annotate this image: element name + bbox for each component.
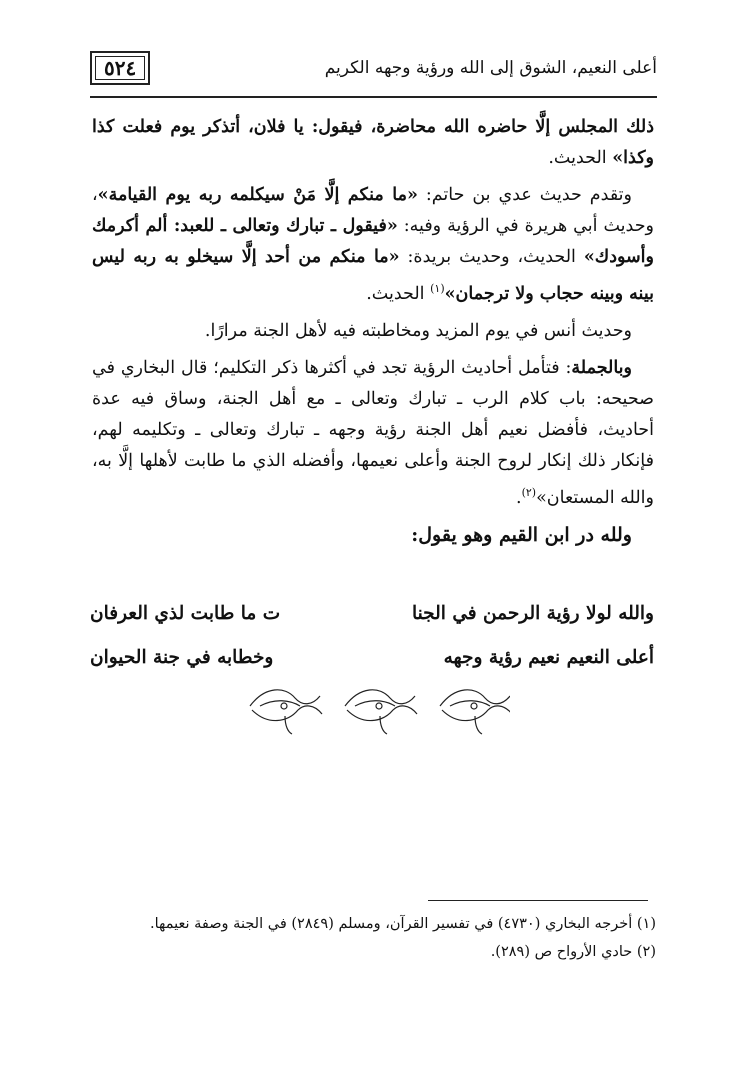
poem bbox=[90, 592, 654, 680]
footnote-2: (٢) حادي الأرواح ص (٢٨٩). bbox=[490, 944, 656, 960]
page-number: ٥٢٤ bbox=[90, 51, 150, 85]
text-run: . bbox=[515, 487, 522, 508]
hadith-quote: «ما منكم من أحد إلَّا سيخلو به ربه ليس بينه وبينه حجاب ولا ترجمان» bbox=[92, 247, 654, 304]
hemistich-right: والله لولا رؤية الرحمن في الجنا bbox=[411, 603, 654, 624]
text-run: وتقدم حديث عدي بن حاتم: bbox=[417, 185, 632, 205]
poem-line-2 bbox=[90, 636, 654, 680]
hadith-quote: «ما منكم إلَّا مَنْ سيكلمه ربه يوم القيامة» bbox=[97, 185, 418, 205]
text-run: الحديث. bbox=[366, 283, 431, 304]
hemistich-left: وخطابه في جنة الحيوان bbox=[90, 647, 274, 668]
paragraph-4 bbox=[92, 353, 654, 514]
poem-line-1 bbox=[90, 592, 654, 636]
hemistich-right: أعلى النعيم نعيم رؤية وجهه bbox=[443, 647, 654, 668]
ornament-icon bbox=[250, 690, 510, 734]
emphasis-word: وبالجملة bbox=[571, 357, 632, 378]
page-header bbox=[90, 42, 657, 94]
text-run: : فتأمل أحاديث الرؤية تجد في أكثرها ذكر التكليم؛ قال البخاري في صحيحه: باب كلام الرب ـ تبارك وتعالى ـ مع أهل الجنة، وساق فيه عدة أحاديث، فأفضل نعيم أهل الجنة رؤية وجهه ـ تبارك وتعالى ـ وتكليمه لهم، فإنكار ذلك إنكار لروح الجنة وأعلى نعيمها، وأفضله الذي ما طابت لأهلها إلَّا به، والله المستعان» bbox=[92, 357, 654, 508]
paragraph-2 bbox=[92, 180, 654, 310]
text-run: الحديث، وحديث بريدة: bbox=[399, 247, 584, 267]
hadith-quote: «فيقول ـ تبارك وتعالى ـ للعبد: ألم أكرمك وأسودك» bbox=[92, 216, 654, 267]
verse-lead: ولله در ابن القيم وهو يقول: bbox=[411, 523, 632, 546]
hemistich-left: ت ما طابت لذي العرفان bbox=[90, 603, 281, 624]
paragraph-3: وحديث أنس في يوم المزيد ومخاطبته فيه لأهل الجنة مرارًا. bbox=[204, 320, 632, 341]
text-run: ، وحديث أبي هريرة في الرؤية وفيه: bbox=[92, 185, 654, 236]
footnote-1: (١) أخرجه البخاري (٤٧٣٠) في تفسير القرآن، ومسلم (٢٨٤٩) في الجنة وصفة نعيمها. bbox=[150, 916, 656, 932]
running-title: أعلى النعيم، الشوق إلى الله ورؤية وجهه الكريم bbox=[324, 58, 657, 78]
footnote-ref[interactable]: (١) bbox=[430, 282, 445, 295]
footnotes bbox=[92, 910, 656, 966]
header-rule bbox=[90, 96, 657, 98]
main-text bbox=[92, 112, 654, 557]
hadith-text: ذلك المجلس إلَّا حاضره الله محاضرة، فيقول: يا فلان، أتذكر يوم فعلت كذا وكذا» bbox=[92, 117, 654, 168]
footnote-rule bbox=[428, 900, 648, 901]
ornament-divider bbox=[240, 676, 510, 736]
paragraph-1 bbox=[92, 112, 654, 174]
footnote-ref[interactable]: (٢) bbox=[521, 485, 537, 499]
paragraph-1-tail: الحديث. bbox=[548, 148, 613, 168]
